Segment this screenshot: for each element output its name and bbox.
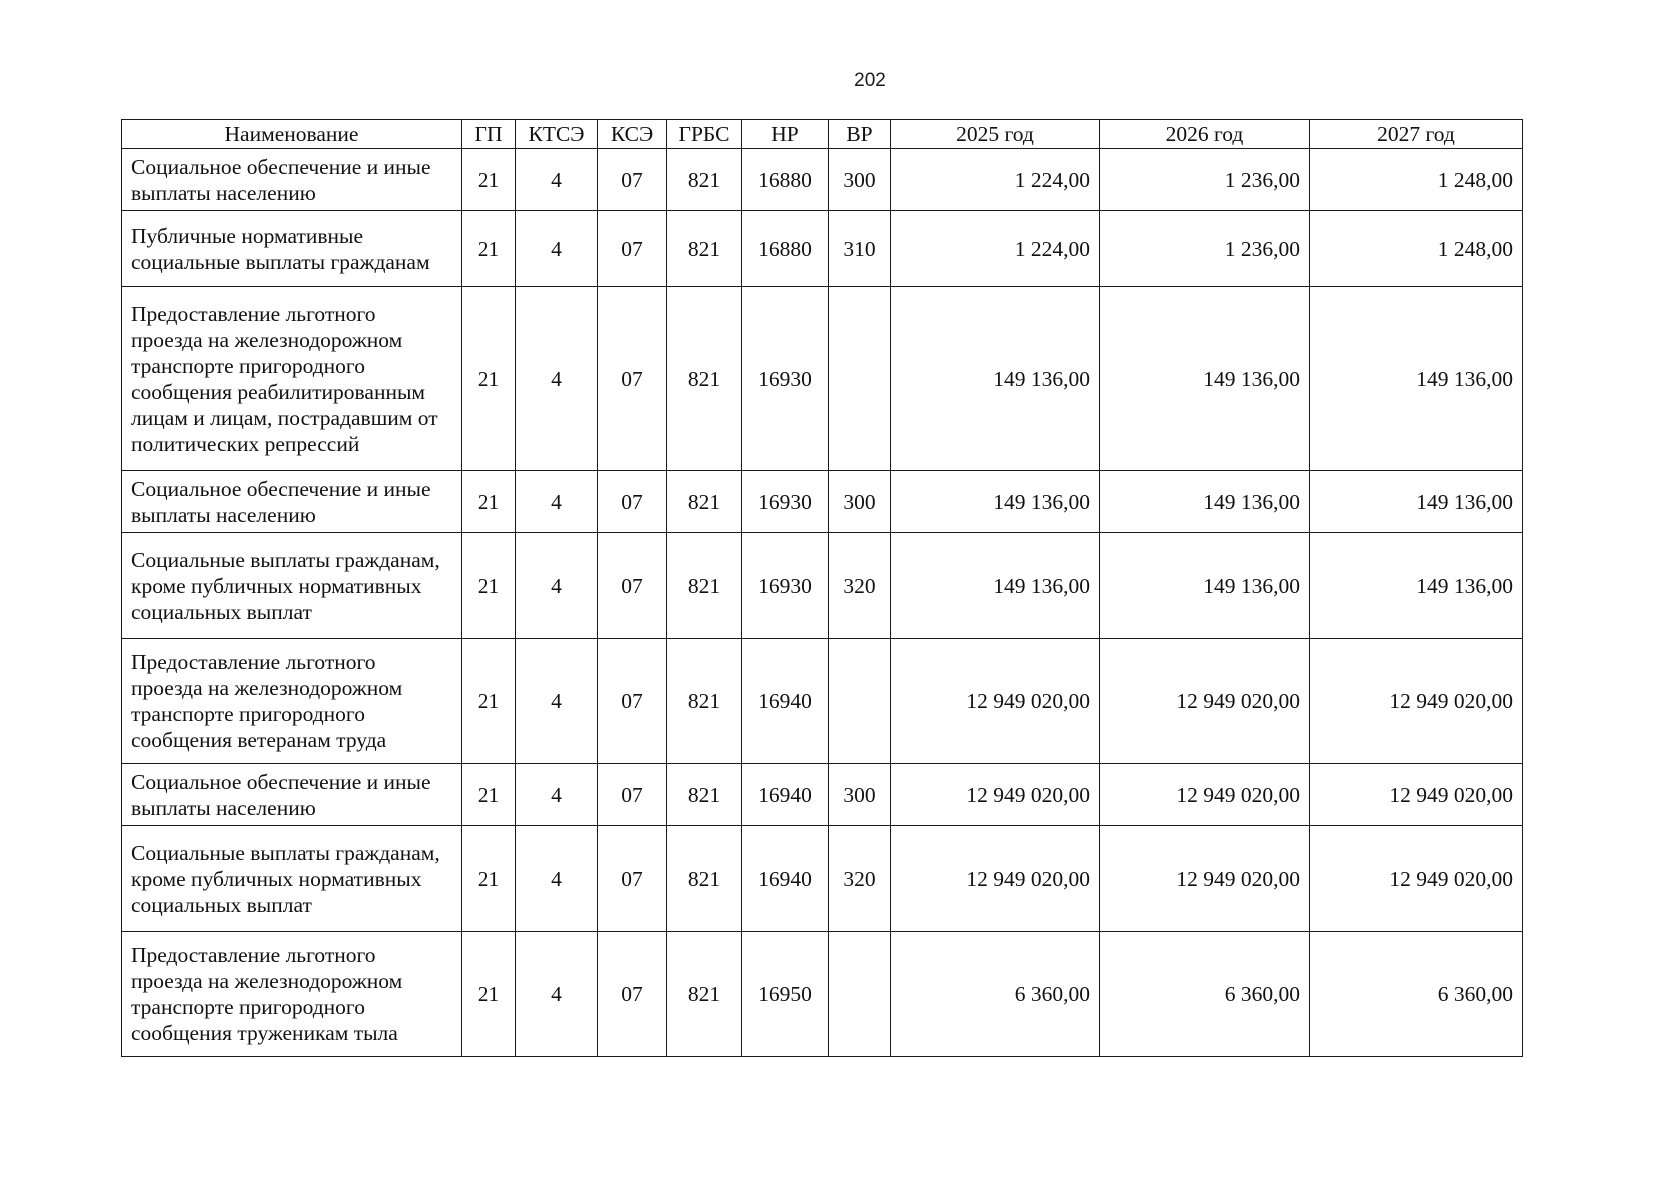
- cell-name: Социальное обеспечение и иные выплаты населению: [122, 471, 462, 533]
- cell-nr: 16940: [742, 826, 829, 932]
- cell-nr: 16950: [742, 932, 829, 1057]
- cell-grbs: 821: [667, 932, 742, 1057]
- cell-ktse: 4: [516, 471, 598, 533]
- cell-2025: 12 949 020,00: [891, 639, 1100, 764]
- cell-ktse: 4: [516, 287, 598, 471]
- header-row: [122, 120, 1523, 149]
- cell-2026: 12 949 020,00: [1100, 764, 1310, 826]
- cell-kse: 07: [598, 471, 667, 533]
- cell-2026: 12 949 020,00: [1100, 639, 1310, 764]
- cell-name: Предоставление льготного проезда на железнодорожном транспорте пригородного сообщения реабилитированным лицам и лицам, пострадавшим от политических репрессий: [122, 287, 462, 471]
- cell-grbs: 821: [667, 764, 742, 826]
- cell-2027: 12 949 020,00: [1310, 764, 1523, 826]
- cell-vr: 320: [829, 826, 891, 932]
- cell-ktse: 4: [516, 639, 598, 764]
- cell-ktse: 4: [516, 149, 598, 211]
- cell-2027: 6 360,00: [1310, 932, 1523, 1057]
- cell-ktse: 4: [516, 764, 598, 826]
- table-header: [122, 120, 1523, 149]
- cell-ktse: 4: [516, 533, 598, 639]
- cell-2025: 149 136,00: [891, 471, 1100, 533]
- header-nr: НР: [742, 120, 829, 149]
- cell-vr: [829, 639, 891, 764]
- cell-nr: 16880: [742, 211, 829, 287]
- cell-2026: 6 360,00: [1100, 932, 1310, 1057]
- cell-vr: 320: [829, 533, 891, 639]
- cell-2025: 149 136,00: [891, 533, 1100, 639]
- cell-name: Публичные нормативные социальные выплаты гражданам: [122, 211, 462, 287]
- cell-2026: 149 136,00: [1100, 471, 1310, 533]
- table-row: [122, 471, 1523, 533]
- cell-kse: 07: [598, 639, 667, 764]
- cell-name: Социальное обеспечение и иные выплаты населению: [122, 764, 462, 826]
- cell-nr: 16930: [742, 533, 829, 639]
- cell-vr: 300: [829, 149, 891, 211]
- cell-kse: 07: [598, 764, 667, 826]
- cell-vr: 300: [829, 471, 891, 533]
- cell-nr: 16930: [742, 471, 829, 533]
- table-row: [122, 932, 1523, 1057]
- cell-kse: 07: [598, 287, 667, 471]
- header-2027: 2027 год: [1310, 120, 1523, 149]
- cell-name: Социальное обеспечение и иные выплаты населению: [122, 149, 462, 211]
- cell-name: Социальные выплаты гражданам, кроме публичных нормативных социальных выплат: [122, 533, 462, 639]
- cell-gp: 21: [462, 764, 516, 826]
- cell-2025: 1 224,00: [891, 149, 1100, 211]
- cell-2026: 12 949 020,00: [1100, 826, 1310, 932]
- cell-ktse: 4: [516, 211, 598, 287]
- cell-gp: 21: [462, 639, 516, 764]
- cell-grbs: 821: [667, 639, 742, 764]
- header-gp: ГП: [462, 120, 516, 149]
- cell-2027: 149 136,00: [1310, 533, 1523, 639]
- header-name: Наименование: [122, 120, 462, 149]
- cell-vr: 300: [829, 764, 891, 826]
- cell-vr: [829, 287, 891, 471]
- header-2025: 2025 год: [891, 120, 1100, 149]
- header-grbs: ГРБС: [667, 120, 742, 149]
- cell-grbs: 821: [667, 287, 742, 471]
- cell-nr: 16880: [742, 149, 829, 211]
- cell-nr: 16940: [742, 639, 829, 764]
- header-kse: КСЭ: [598, 120, 667, 149]
- cell-gp: 21: [462, 287, 516, 471]
- cell-2027: 149 136,00: [1310, 471, 1523, 533]
- cell-2026: 149 136,00: [1100, 533, 1310, 639]
- table-row: [122, 211, 1523, 287]
- cell-vr: 310: [829, 211, 891, 287]
- header-2026: 2026 год: [1100, 120, 1310, 149]
- cell-2026: 1 236,00: [1100, 149, 1310, 211]
- cell-kse: 07: [598, 932, 667, 1057]
- cell-2026: 1 236,00: [1100, 211, 1310, 287]
- cell-2027: 149 136,00: [1310, 287, 1523, 471]
- cell-gp: 21: [462, 471, 516, 533]
- table-row: [122, 287, 1523, 471]
- cell-2025: 1 224,00: [891, 211, 1100, 287]
- cell-2026: 149 136,00: [1100, 287, 1310, 471]
- cell-2027: 12 949 020,00: [1310, 639, 1523, 764]
- cell-2027: 1 248,00: [1310, 149, 1523, 211]
- page-number: 202: [854, 70, 886, 91]
- cell-gp: 21: [462, 533, 516, 639]
- cell-2025: 12 949 020,00: [891, 764, 1100, 826]
- table-row: [122, 764, 1523, 826]
- cell-ktse: 4: [516, 826, 598, 932]
- cell-name: Социальные выплаты гражданам, кроме публичных нормативных социальных выплат: [122, 826, 462, 932]
- cell-nr: 16930: [742, 287, 829, 471]
- cell-grbs: 821: [667, 211, 742, 287]
- cell-gp: 21: [462, 932, 516, 1057]
- cell-grbs: 821: [667, 533, 742, 639]
- cell-grbs: 821: [667, 826, 742, 932]
- cell-kse: 07: [598, 211, 667, 287]
- cell-gp: 21: [462, 211, 516, 287]
- cell-vr: [829, 932, 891, 1057]
- cell-2027: 1 248,00: [1310, 211, 1523, 287]
- cell-grbs: 821: [667, 471, 742, 533]
- cell-kse: 07: [598, 826, 667, 932]
- cell-gp: 21: [462, 149, 516, 211]
- cell-ktse: 4: [516, 932, 598, 1057]
- table-row: [122, 639, 1523, 764]
- cell-2025: 12 949 020,00: [891, 826, 1100, 932]
- cell-gp: 21: [462, 826, 516, 932]
- header-ktse: КТСЭ: [516, 120, 598, 149]
- table-row: [122, 826, 1523, 932]
- cell-name: Предоставление льготного проезда на железнодорожном транспорте пригородного сообщения труженикам тыла: [122, 932, 462, 1057]
- budget-table: [121, 119, 1523, 1057]
- cell-2025: 149 136,00: [891, 287, 1100, 471]
- table-row: [122, 533, 1523, 639]
- cell-kse: 07: [598, 533, 667, 639]
- table-row: [122, 149, 1523, 211]
- header-vr: ВР: [829, 120, 891, 149]
- cell-kse: 07: [598, 149, 667, 211]
- cell-2025: 6 360,00: [891, 932, 1100, 1057]
- cell-2027: 12 949 020,00: [1310, 826, 1523, 932]
- cell-grbs: 821: [667, 149, 742, 211]
- cell-nr: 16940: [742, 764, 829, 826]
- table-body: [122, 149, 1523, 1057]
- cell-name: Предоставление льготного проезда на железнодорожном транспорте пригородного сообщения ветеранам труда: [122, 639, 462, 764]
